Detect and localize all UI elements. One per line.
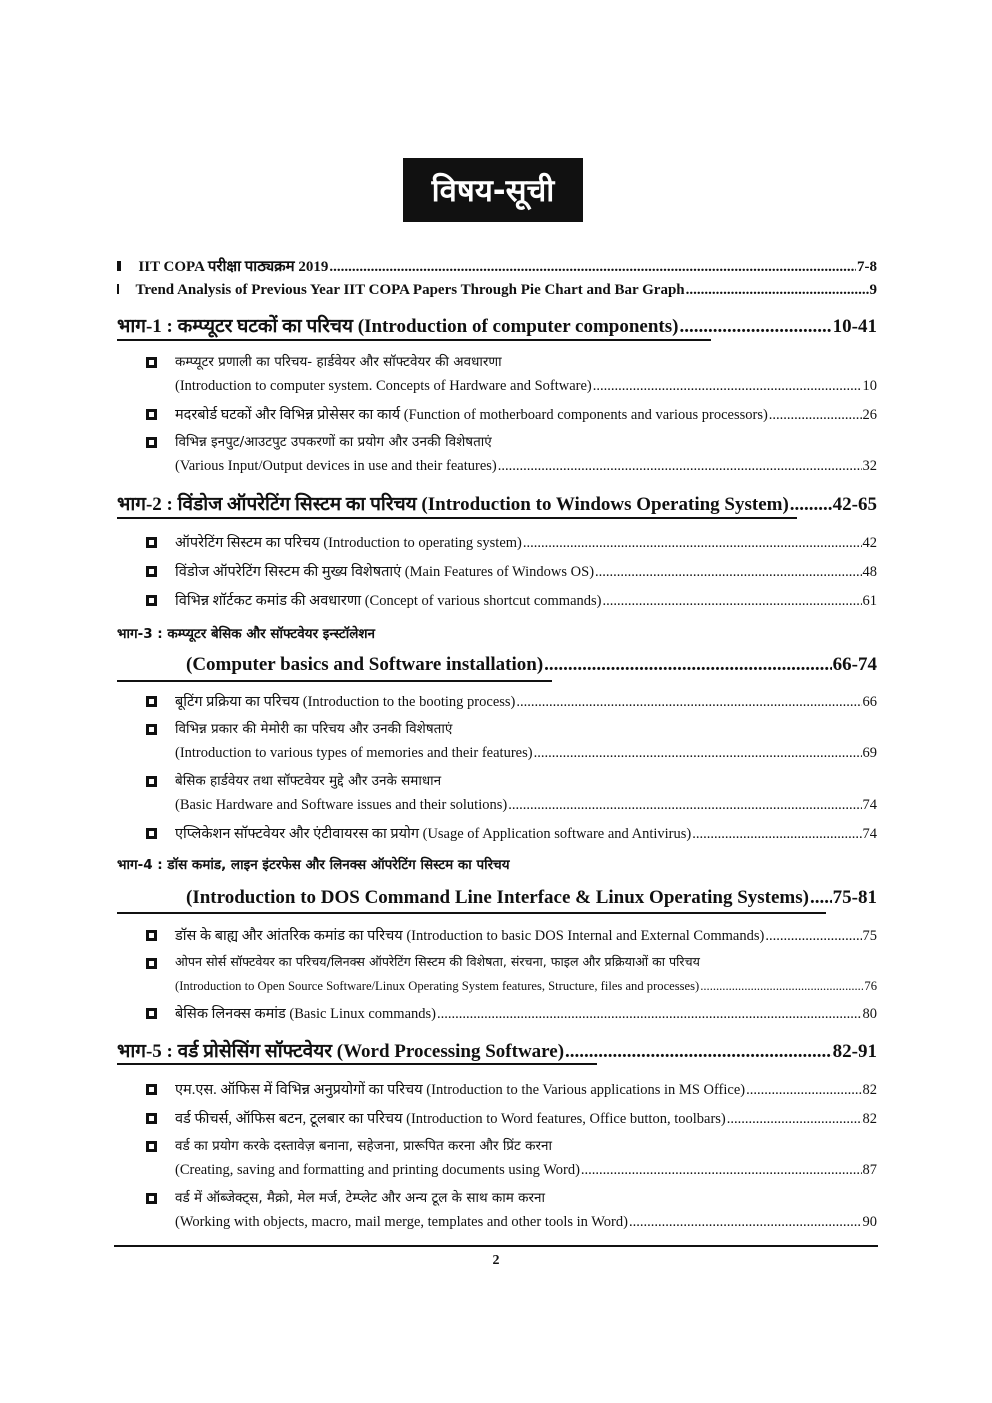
leader-dots [603,593,862,610]
section-pages: 82-91 [832,1041,877,1062]
leader-dots [544,654,832,676]
section-subtitle: (Computer basics and Software installation) [186,654,544,675]
section-pages: 10-41 [832,316,877,337]
section-underline [117,680,552,682]
toc-entry-text: (Various Input/Output devices in use and their features) [175,458,497,474]
toc-entry-text: वर्ड में ऑब्जेक्ट्स, मैक्रो, मेल मर्ज, टेम्प्लेट और अन्य टूल के साथ काम करना [175,1190,545,1206]
toc-entry-text: एम.एस. ऑफिस में विभिन्न अनुप्रयोगों का परिचय (Introduction to the Various applications in MS Office) [175,1082,746,1098]
section-pages: 66-74 [832,654,877,675]
toc-page-number: 74 [862,826,877,842]
toc-entry [175,745,877,762]
toc-entry [175,458,877,475]
toc-page-number: 74 [862,797,877,813]
toc-entry-text: (Introduction to computer system. Concepts of Hardware and Software) [175,378,592,394]
leader-dots [810,887,832,909]
square-bullet-icon [146,537,157,548]
toc-entry [175,1108,877,1128]
toc-entry [175,561,877,581]
leader-dots [686,282,869,299]
toc-entry-text: IIT COPA परीक्षा पाठ्यक्रम 2019 [138,259,329,275]
toc-entry [175,378,877,395]
square-bullet-icon [146,930,157,941]
toc-entry [175,925,877,945]
square-bullet-icon [146,724,157,735]
leader-dots [700,979,863,994]
square-bullet-icon [146,1008,157,1019]
toc-entry-text: (Introduction to Open Source Software/Linux Operating System features, Structure, files and processes) [175,979,700,993]
leader-dots [516,694,861,711]
section-subtitle: (Introduction to DOS Command Line Interface & Linux Operating Systems) [186,887,809,908]
toc-entry-text: बूटिंग प्रक्रिया का परिचय (Introduction to the booting process) [175,694,516,710]
square-bullet-icon [146,696,157,707]
square-bullet-icon [146,566,157,577]
toc-entry-text: एप्लिकेशन सॉफ्टवेयर और एंटीवायरस का प्रयोग (Usage of Application software and Antivirus) [175,826,692,842]
toc-entry [175,1079,877,1099]
toc-page-number: 80 [862,1006,877,1022]
square-bullet-icon [146,1141,157,1152]
toc-entry-text: विभिन्न इनपुट/आउटपुट उपकरणों का प्रयोग और उनकी विशेषताएं [175,434,492,450]
section-heading [186,887,877,909]
section-pages: 42-65 [832,494,877,515]
square-bullet-icon [146,595,157,606]
section-heading [186,654,877,676]
toc-page-number: 87 [862,1162,877,1178]
footer-rule [114,1245,878,1247]
toc-entry [175,979,877,994]
page-number: 2 [492,1253,500,1268]
leader-dots [790,494,832,516]
leader-dots [498,458,862,475]
square-bullet-icon [146,958,157,969]
leader-dots [629,1214,862,1231]
section-underline [117,912,826,914]
leader-dots [508,797,861,814]
square-bullet-icon [146,1193,157,1204]
section-underline [117,1063,597,1065]
leader-dots [329,259,856,276]
toc-entry [175,1162,877,1179]
section-title: भाग-2 : विंडोज ऑपरेटिंग सिस्टम का परिचय (Introduction to Windows Operating System) [117,494,789,515]
toc-entry-text: ओपन सोर्स सॉफ्टवेयर का परिचय/लिनक्स ऑपरेटिंग सिस्टम की विशेषता, संरचना, फाइल और प्रक्रियाओं का परिचय [175,954,700,969]
leader-dots [727,1111,862,1128]
toc-entry-text: (Basic Hardware and Software issues and their solutions) [175,797,508,813]
toc-page-number: 82 [862,1082,877,1098]
square-bullet-icon [117,261,121,271]
leader-dots [765,928,861,945]
leader-dots [565,1041,832,1063]
leader-dots [581,1162,862,1179]
toc-entry-text: विभिन्न प्रकार की मेमोरी का परिचय और उनकी विशेषताएं [175,721,453,737]
square-bullet-icon [146,437,157,448]
section-underline [117,339,711,341]
toc-entry-text: डॉस के बाह्य और आंतरिक कमांड का परिचय (Introduction to basic DOS Internal and External Commands) [175,928,765,944]
section-heading [117,312,877,338]
square-bullet-icon [146,776,157,787]
section-heading [117,1037,877,1063]
toc-entry-text: (Introduction to various types of memories and their features) [175,745,533,761]
square-bullet-icon [146,1084,157,1095]
leader-dots [593,378,862,395]
toc-entry [175,590,877,610]
leader-dots [746,1082,861,1099]
toc-entry-text: विभिन्न शॉर्टकट कमांड की अवधारणा (Concept of various shortcut commands) [175,593,602,609]
leader-dots [769,407,862,424]
toc-entry-text: विंडोज ऑपरेटिंग सिस्टम की मुख्य विशेषताएं (Main Features of Windows OS) [175,564,595,580]
toc-page-number: 7-8 [857,259,877,275]
toc-entry [175,532,877,552]
square-bullet-icon [146,1113,157,1124]
toc-entry [175,797,877,814]
toc-entry [175,691,877,711]
toc-entry-text: (Working with objects, macro, mail merge, templates and other tools in Word) [175,1214,628,1230]
toc-entry-text: बेसिक हार्डवेयर तथा सॉफ्टवेयर मुद्दे और उनके समाधान [175,773,442,789]
square-bullet-icon [146,828,157,839]
toc-page-number: 48 [862,564,877,580]
section-title: भाग-5 : वर्ड प्रोसेसिंग सॉफ्टवेयर (Word Processing Software) [117,1041,565,1062]
toc-page-number: 32 [862,458,877,474]
toc-page-number: 82 [862,1111,877,1127]
toc-entry-text: Trend Analysis of Previous Year IIT COPA Papers Through Pie Chart and Bar Graph [135,282,685,298]
section-pages: 75-81 [832,887,877,908]
section-title: भाग-3 : कम्प्यूटर बेसिक और सॉफ्टवेयर इन्स्टॉलेशन [117,626,376,642]
toc-page-number: 75 [862,928,877,944]
toc-entry-text: ऑपरेटिंग सिस्टम का परिचय (Introduction to operating system) [175,535,522,551]
leader-dots [437,1006,862,1023]
toc-entry [175,1214,877,1231]
toc-entry [175,1003,877,1023]
toc-page-number: 66 [862,694,877,710]
toc-page-number: 76 [864,979,877,993]
square-bullet-icon [117,284,119,294]
section-underline [117,517,797,519]
toc-top-item [117,256,877,276]
toc-page-number: 26 [862,407,877,423]
toc-entry-text: (Creating, saving and formatting and printing documents using Word) [175,1162,580,1178]
toc-entry-text: कम्प्यूटर प्रणाली का परिचय- हार्डवेयर और सॉफ्टवेयर की अवधारणा [175,354,502,370]
section-title: भाग-1 : कम्प्यूटर घटकों का परिचय (Introduction of computer components) [117,316,679,337]
toc-entry [175,823,877,843]
toc-entry-text: मदरबोर्ड घटकों और विभिन्न प्रोसेसर का कार्य (Function of motherboard components and various processors) [175,407,768,423]
toc-entry [175,404,877,424]
leader-dots [679,316,831,338]
toc-page-number: 61 [862,593,877,609]
toc-page-number: 10 [862,378,877,394]
section-title: भाग-4 : डॉस कमांड, लाइन इंटरफेस और लिनक्स ऑपरेटिंग सिस्टम का परिचय [117,857,510,873]
toc-page-number: 90 [862,1214,877,1230]
toc-page-number: 9 [869,282,877,298]
section-heading [117,490,877,516]
leader-dots [534,745,862,762]
toc-page-number: 42 [862,535,877,551]
square-bullet-icon [146,409,157,420]
square-bullet-icon [146,357,157,368]
leader-dots [692,826,861,843]
toc-page-number: 69 [862,745,877,761]
leader-dots [523,535,862,552]
toc-entry-text: बेसिक लिनक्स कमांड (Basic Linux commands) [175,1006,436,1022]
toc-entry-text: वर्ड फीचर्स, ऑफिस बटन, टूलबार का परिचय (Introduction to Word features, Office button, toolbars) [175,1111,726,1127]
toc-title: विषय-सूची [403,158,583,222]
toc-top-item [117,282,877,299]
leader-dots [595,564,861,581]
toc-entry-text: वर्ड का प्रयोग करके दस्तावेज़ बनाना, सहेजना, प्रारूपित करना और प्रिंट करना [175,1138,552,1154]
